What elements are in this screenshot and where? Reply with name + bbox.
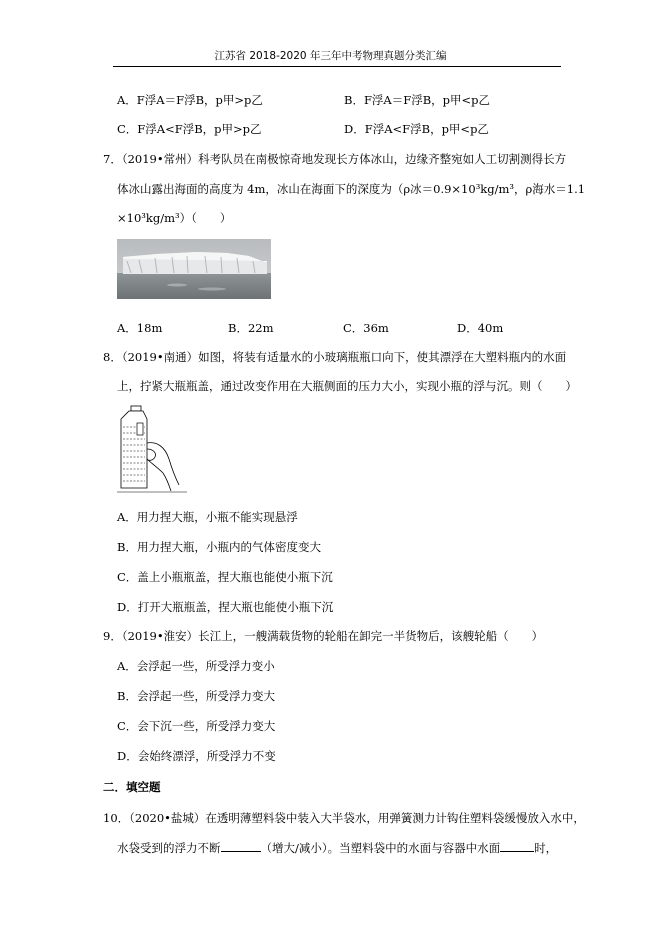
- q7-option-d: D．40m: [457, 321, 504, 335]
- q9-stem-line1: 9．（2019•淮安）长江上，一艘满载货物的轮船在卸完一半货物后，该艘轮船（ ）: [103, 629, 544, 643]
- q7-option-c: C．36m: [343, 321, 389, 335]
- q9-option-a: A．会浮起一些，所受浮力变小: [117, 659, 275, 673]
- header-rule: [113, 66, 561, 67]
- iceberg-photo: [117, 239, 271, 299]
- q8-option-c: C．盖上小瓶瓶盖，捏大瓶也能使小瓶下沉: [117, 570, 333, 584]
- answer-blank-1[interactable]: [221, 841, 261, 852]
- bottle-illustration: [117, 403, 187, 495]
- q10-line2-part2: （增大/减小）。当塑料袋中的水面与容器中水面: [260, 841, 501, 855]
- answer-blank-2[interactable]: [500, 841, 534, 852]
- q9-option-b: B．会浮起一些，所受浮力变大: [117, 689, 275, 703]
- iceberg-illustration: [117, 239, 271, 299]
- q9-option-c: C．会下沉一些，所受浮力变大: [117, 719, 276, 733]
- q10-stem-line2: [117, 840, 557, 856]
- q7-option-a: A．18m: [117, 321, 163, 335]
- q6-option-a: A．F浮A＝F浮B，p甲>p乙: [117, 93, 263, 107]
- q8-option-b: B．用力捏大瓶，小瓶内的气体密度变大: [117, 540, 321, 554]
- q6-option-d: D．F浮A<F浮B，p甲<p乙: [344, 122, 489, 136]
- q7-stem-line1: 7．（2019•常州）科考队员在南极惊奇地发现长方体冰山，边缘齐整宛如人工切割测得长方: [103, 152, 567, 166]
- page-header: 江苏省 2018-2020 年三年中考物理真题分类汇编: [214, 50, 447, 62]
- bottle-figure: [117, 403, 187, 495]
- q8-stem-line1: 8．（2019•南通）如图，将装有适量水的小玻璃瓶瓶口向下，使其漂浮在大塑料瓶内的水面: [103, 350, 567, 364]
- q10-stem-line1: 10．（2020•盐城）在透明薄塑料袋中装入大半袋水，用弹簧测力计钩住塑料袋缓慢放入水中，: [103, 811, 585, 825]
- q6-option-b: B．F浮A＝F浮B，p甲<p乙: [344, 93, 491, 107]
- q6-option-c: C．F浮A<F浮B，p甲>p乙: [117, 122, 262, 136]
- q10-line2-part1: 水袋受到的浮力不断: [117, 841, 221, 855]
- q7-stem-line3: ×10³kg/m³）（ ）: [117, 211, 232, 225]
- q8-stem-line2: 上，拧紧大瓶瓶盖，通过改变作用在大瓶侧面的压力大小，实现小瓶的浮与沉。则（ ）: [117, 379, 577, 393]
- q10-line2-part3: 时，: [534, 841, 558, 855]
- q9-option-d: D．会始终漂浮，所受浮力不变: [117, 749, 276, 763]
- q8-option-d: D．打开大瓶瓶盖，捏大瓶也能使小瓶下沉: [117, 600, 334, 614]
- q8-option-a: A．用力捏大瓶，小瓶不能实现悬浮: [117, 510, 298, 524]
- q7-stem-line2: 体冰山露出海面的高度为 4m，冰山在海面下的深度为（ρ冰＝0.9×10³kg/m³，ρ海水＝1.1: [117, 182, 586, 196]
- section-title-fill-in: 二．填空题: [103, 780, 161, 794]
- q7-option-b: B．22m: [228, 321, 274, 335]
